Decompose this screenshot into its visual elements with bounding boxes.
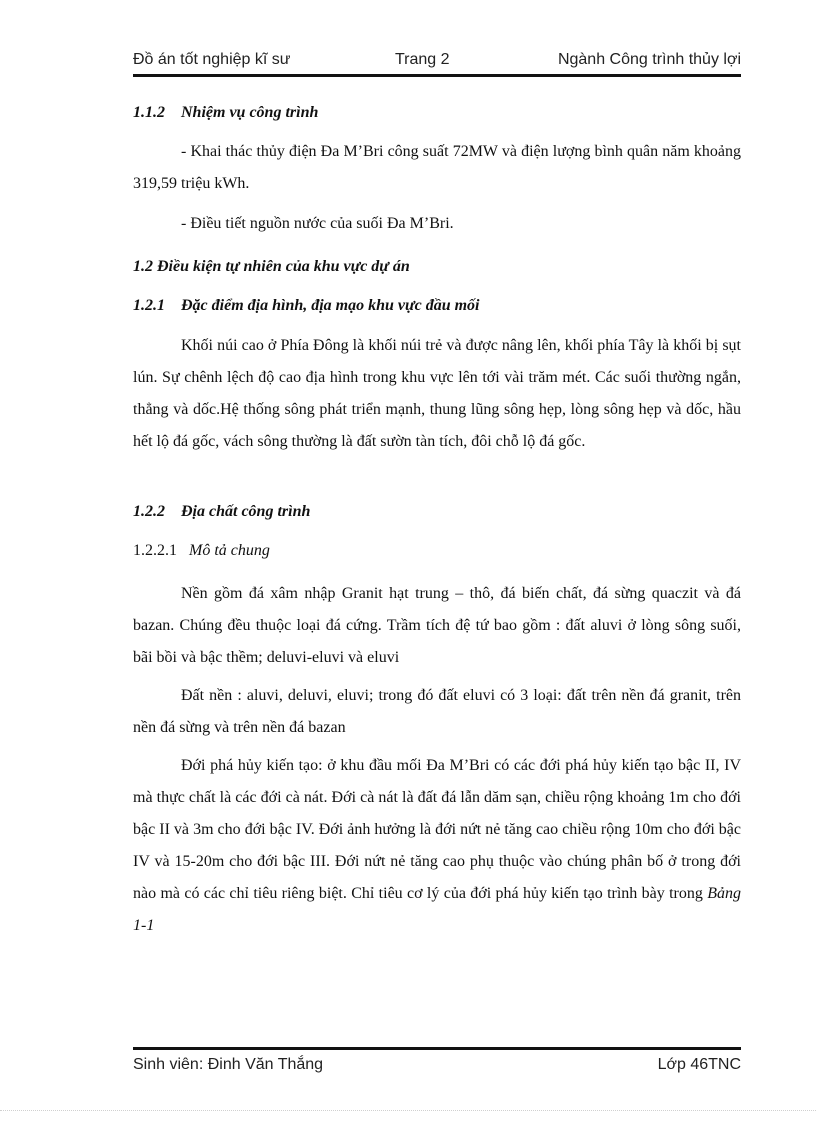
heading-1-2-1: 1.2.1 Đặc điểm địa hình, địa mạo khu vực đầu mối <box>133 297 480 314</box>
page-footer <box>133 1047 741 1078</box>
page-header <box>133 50 741 77</box>
heading-1-2: 1.2 Điều kiện tự nhiên của khu vực dự án <box>133 258 410 275</box>
heading-1-1-2: 1.1.2 Nhiệm vụ công trình <box>133 104 319 121</box>
footer-class: Lớp 46TNC <box>657 1056 741 1073</box>
paragraph-foundation: Nền gồm đá xâm nhập Granit hạt trung – thô, đá biến chất, đá sừng quaczit và đá bazan. Chúng đều thuộc loại đá cứng. Trầm tích đệ tứ bao gồm : đất aluvi ở lòng sông suối, bãi bồi và bậc thềm; deluvi-eluvi và eluvi <box>133 585 741 666</box>
header-department: Ngành Công trình thủy lợi <box>557 51 741 68</box>
table-reference: Bảng 1-1 <box>133 885 742 934</box>
paragraph-fault-zones: Đới phá hủy kiến tạo: ở khu đầu mối Đa M’Bri có các đới phá hủy kiến tạo bậc II, IV mà thực chất là các đới cà nát. Đới cà nát là đất đá lẫn dăm sạn, chiều rộng khoảng 1m cho đới bậc II và 3m cho đới bậc IV. Đới ảnh hưởng là đới nứt nẻ tăng cao chiều rộng 10m cho đới bậc IV và 15-20m cho đới bậc III. Đới nứt nẻ tăng cao phụ thuộc vào chúng phân bố ở trong đới nào mà có các chỉ tiêu riêng biệt. Chỉ tiêu cơ lý của đới phá hủy kiến tạo trình bày trong Bảng 1-1 <box>133 757 742 934</box>
page-break-line <box>0 1110 816 1111</box>
heading-1-2-2: 1.2.2 Địa chất công trình <box>133 503 311 520</box>
paragraph-task-2: - Điều tiết nguồn nước của suối Đa M’Bri. <box>181 215 454 232</box>
paragraph-task-1: - Khai thác thủy điện Đa M’Bri công suất 72MW và điện lượng bình quân năm khoảng 319,59 triệu kWh. <box>133 143 741 192</box>
header-page-number: Trang 2 <box>395 51 450 68</box>
paragraph-soil: Đất nền : aluvi, deluvi, eluvi; trong đó đất eluvi có 3 loại: đất trên nền đá granit, trên nền đá sừng và trên nền đá bazan <box>133 687 741 736</box>
footer-student-name: Sinh viên: Đinh Văn Thắng <box>133 1056 324 1073</box>
heading-1-2-2-1: 1.2.2.1 Mô tả chung <box>133 542 270 559</box>
header-doc-title: Đồ án tốt nghiệp kĩ sư <box>133 51 291 68</box>
paragraph-terrain: Khối núi cao ở Phía Đông là khối núi trẻ và được nâng lên, khối phía Tây là khối bị sụt lún. Sự chênh lệch độ cao địa hình trong khu vực lên tới vài trăm mét. Các suối thường ngắn, thẳng và dốc.Hệ thống sông phát triển mạnh, thung lũng sông hẹp, lòng sông hẹp và dốc, hầu hết lộ đá gốc, vách sông thường là đất sườn tàn tích, đôi chỗ lộ đá gốc. <box>133 337 741 450</box>
